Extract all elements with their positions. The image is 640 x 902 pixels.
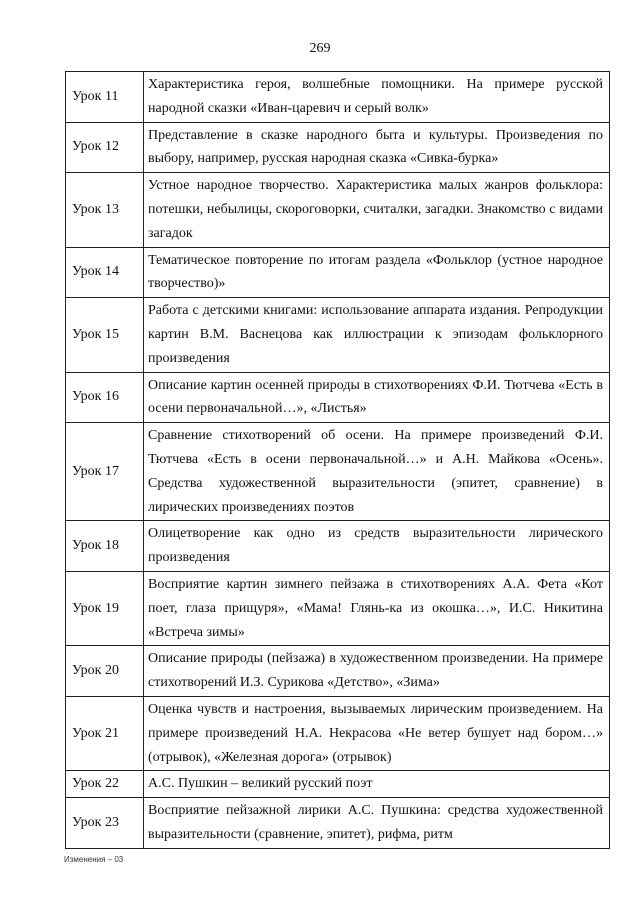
lesson-description: Работа с детскими книгами: использование аппарата издания. Репродукции картин В.М. Васнецова как иллюстрации к эпизодам фольклорного произведения <box>144 298 610 372</box>
lesson-label: Урок 20 <box>66 646 144 697</box>
lesson-label: Урок 18 <box>66 521 144 572</box>
lesson-description: Восприятие пейзажной лирики А.С. Пушкина: средства художественной выразительности (сравнение, эпитет), рифма, ритм <box>144 798 610 849</box>
lesson-description: Сравнение стихотворений об осени. На примере произведений Ф.И. Тютчева «Есть в осени первоначальной…» и А.Н. Майкова «Осень». Средства художественной выразительности (эпитет, сравнение) в лирических произведениях поэтов <box>144 423 610 521</box>
table-row <box>66 122 610 173</box>
lesson-description: Описание картин осенней природы в стихотворениях Ф.И. Тютчева «Есть в осени первоначальной…», «Листья» <box>144 372 610 423</box>
lesson-label: Урок 22 <box>66 771 144 798</box>
lesson-description: Оценка чувств и настроения, вызываемых лирическим произведением. На примере произведений Н.А. Некрасова «Не ветер бушует над бором…» (отрывок), «Железная дорога» (отрывок) <box>144 696 610 770</box>
lesson-description: Тематическое повторение по итогам раздела «Фольклор (устное народное творчество)» <box>144 247 610 298</box>
lesson-description: А.С. Пушкин – великий русский поэт <box>144 771 610 798</box>
lesson-plan-table <box>65 71 610 849</box>
table-row <box>66 798 610 849</box>
lesson-label: Урок 19 <box>66 571 144 645</box>
table-row <box>66 771 610 798</box>
lesson-description: Представление в сказке народного быта и культуры. Произведения по выбору, например, русская народная сказка «Сивка-бурка» <box>144 122 610 173</box>
table-row <box>66 298 610 372</box>
lesson-label: Урок 13 <box>66 173 144 247</box>
table-row <box>66 423 610 521</box>
lesson-label: Урок 14 <box>66 247 144 298</box>
lesson-label: Урок 23 <box>66 798 144 849</box>
lesson-label: Урок 21 <box>66 696 144 770</box>
table-row <box>66 571 610 645</box>
lesson-description: Восприятие картин зимнего пейзажа в стихотворениях А.А. Фета «Кот поет, глаза прищуря», «Мама! Глянь-ка из окошка…», И.С. Никитина «Встреча зимы» <box>144 571 610 645</box>
table-row <box>66 646 610 697</box>
table-row <box>66 696 610 770</box>
table-row <box>66 372 610 423</box>
lesson-label: Урок 17 <box>66 423 144 521</box>
lesson-description: Характеристика героя, волшебные помощники. На примере русской народной сказки «Иван-царевич и серый волк» <box>144 72 610 123</box>
revision-footer: Изменения – 03 <box>64 855 124 864</box>
table-row <box>66 173 610 247</box>
lesson-description: Описание природы (пейзажа) в художественном произведении. На примере стихотворений И.З. Сурикова «Детство», «Зима» <box>144 646 610 697</box>
lesson-label: Урок 15 <box>66 298 144 372</box>
page-number: 269 <box>309 41 331 56</box>
table-row <box>66 521 610 572</box>
lesson-label: Урок 11 <box>66 72 144 123</box>
lesson-description: Олицетворение как одно из средств выразительности лирического произведения <box>144 521 610 572</box>
table-row <box>66 247 610 298</box>
lesson-label: Урок 16 <box>66 372 144 423</box>
lesson-description: Устное народное творчество. Характеристика малых жанров фольклора: потешки, небылицы, скороговорки, считалки, загадки. Знакомство с видами загадок <box>144 173 610 247</box>
lesson-label: Урок 12 <box>66 122 144 173</box>
table-row <box>66 72 610 123</box>
